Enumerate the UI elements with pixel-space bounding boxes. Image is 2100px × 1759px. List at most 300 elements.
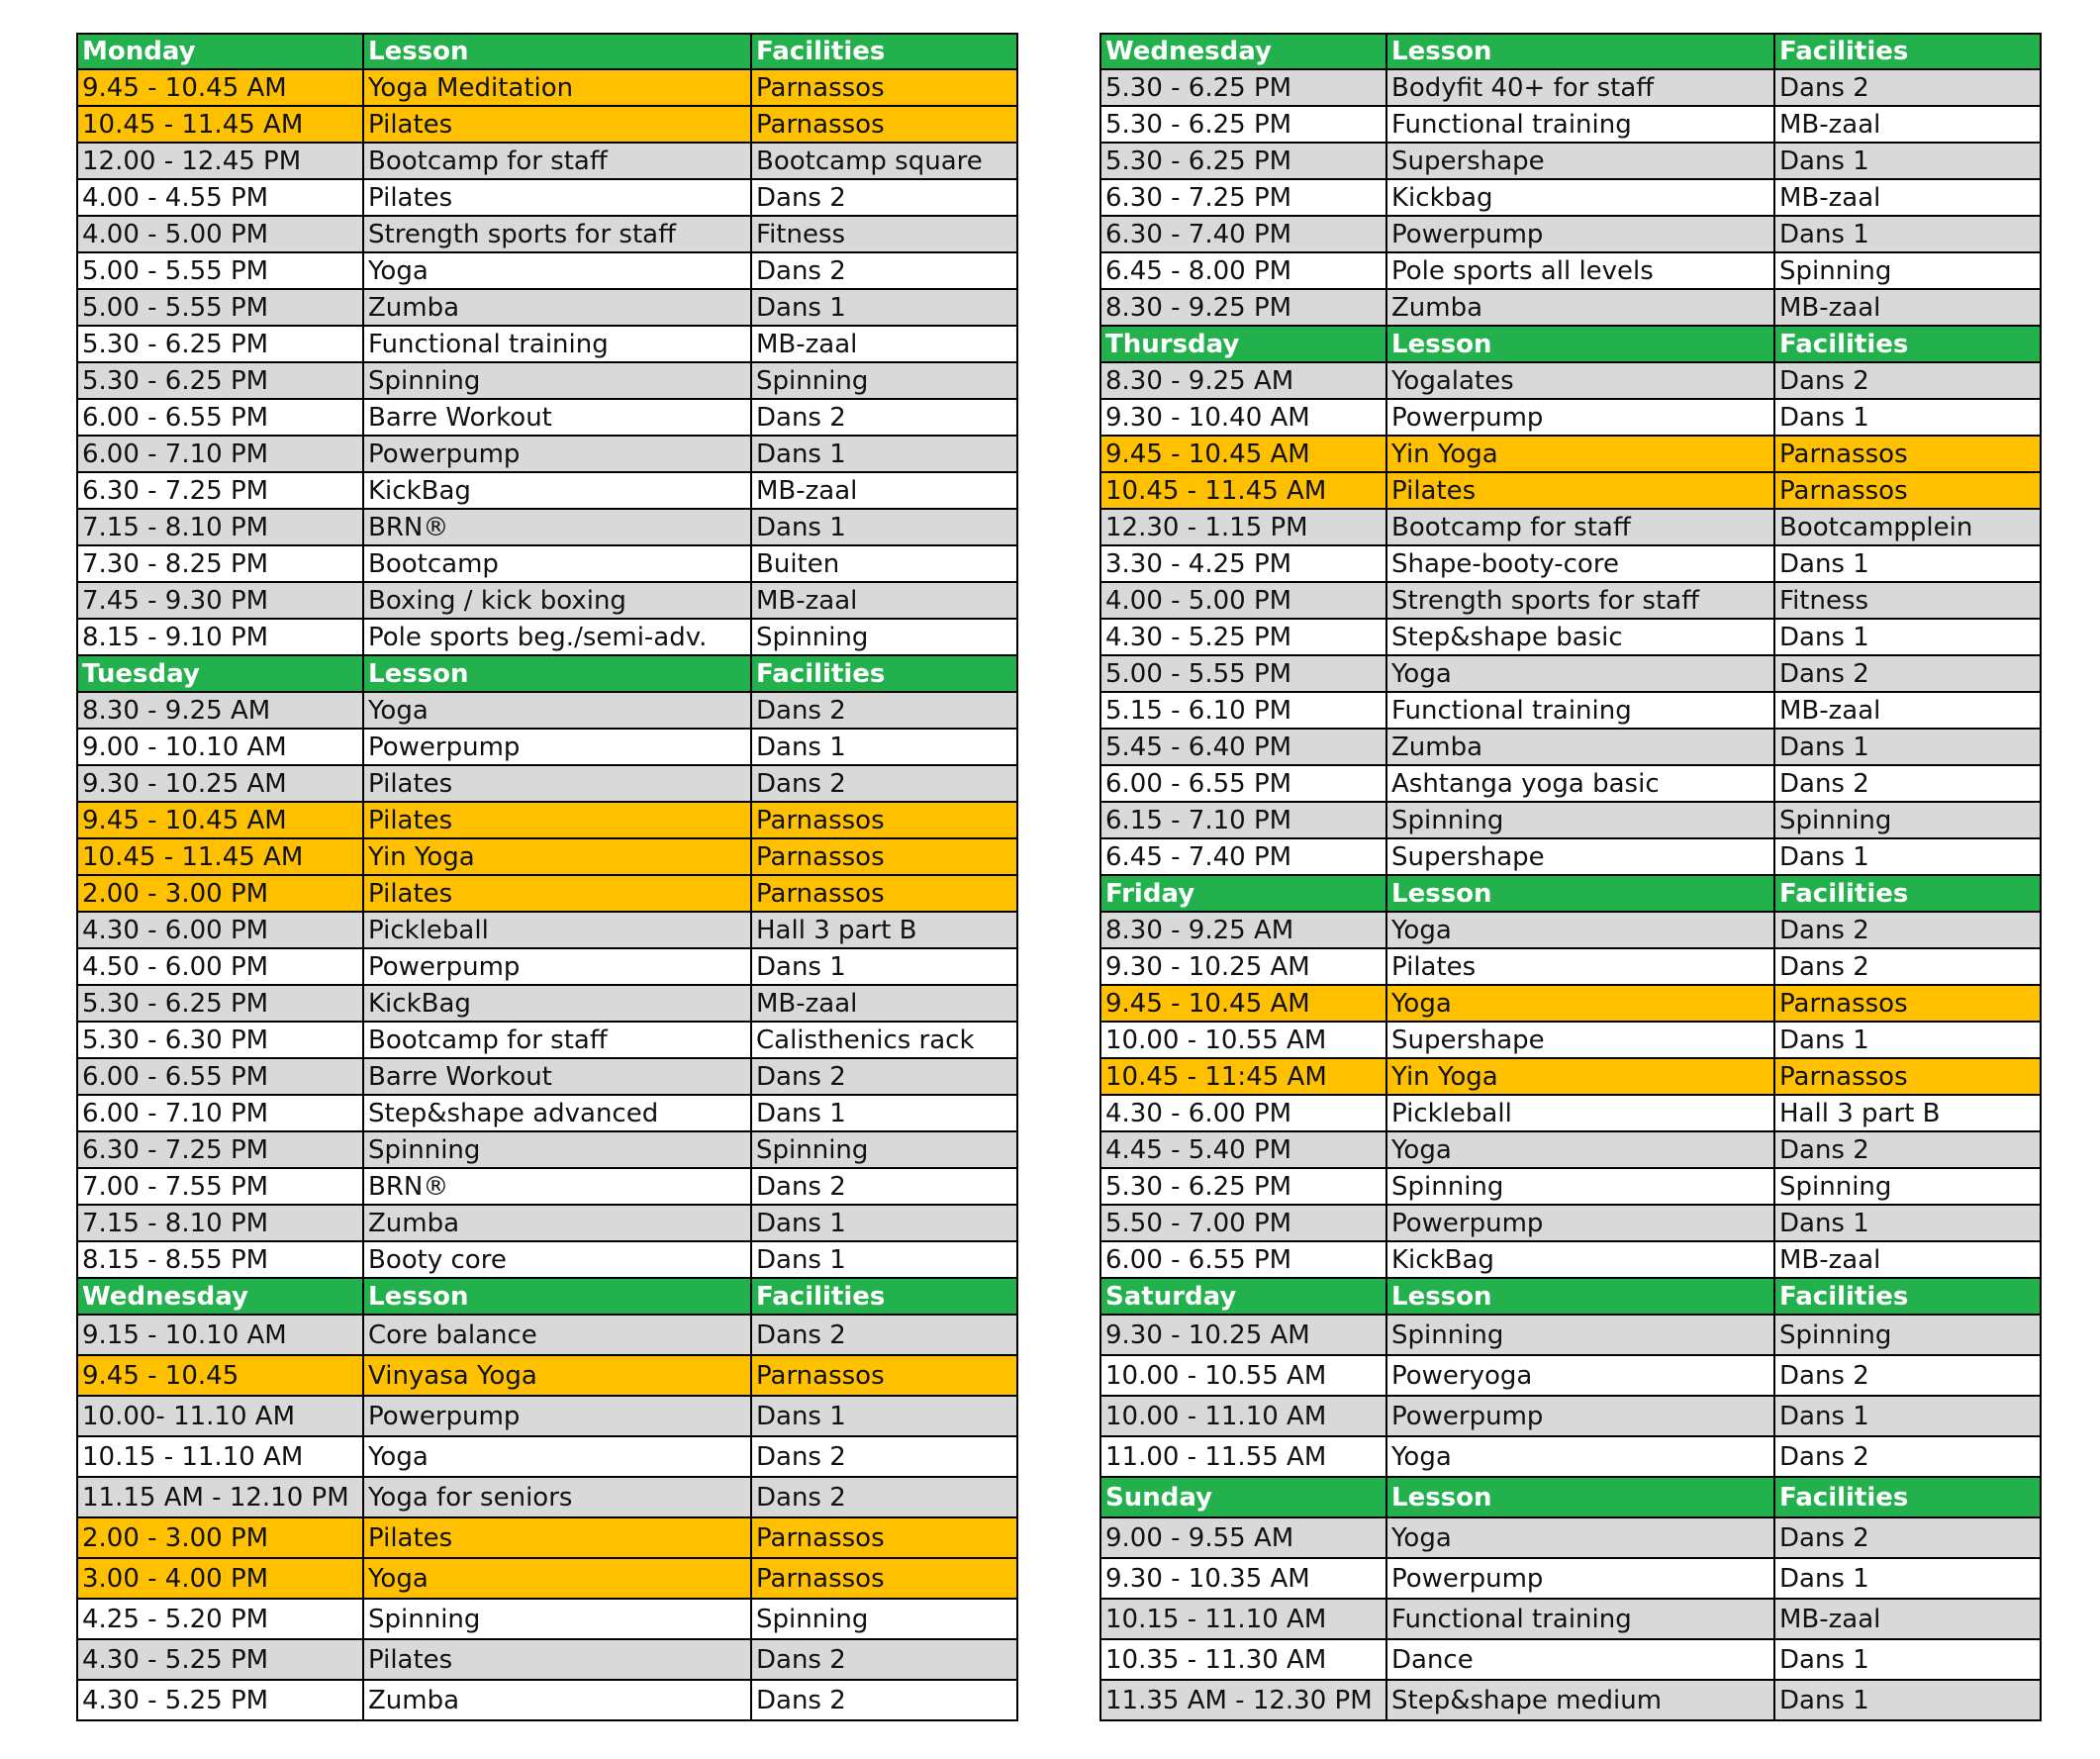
- table-row: [77, 69, 1017, 106]
- time-cell: 5.30 - 6.25 PM: [77, 985, 363, 1022]
- table-row: [1100, 436, 2041, 472]
- lesson-cell: Pickleball: [363, 912, 751, 948]
- facility-cell: Dans 1: [1774, 143, 2041, 179]
- facility-cell: MB-zaal: [1774, 1241, 2041, 1278]
- time-cell: 5.50 - 7.00 PM: [1100, 1205, 1386, 1241]
- lesson-cell: Zumba: [363, 1205, 751, 1241]
- table-row: [77, 472, 1017, 509]
- lesson-cell: Step&shape advanced: [363, 1095, 751, 1131]
- facility-cell: Parnassos: [751, 875, 1017, 912]
- lesson-cell: Powerpump: [1386, 216, 1774, 252]
- facility-cell: Spinning: [751, 362, 1017, 399]
- table-row: [1100, 399, 2041, 436]
- lesson-cell: Powerpump: [1386, 1205, 1774, 1241]
- table-row: [1100, 472, 2041, 509]
- facility-cell: Dans 1: [1774, 1639, 2041, 1680]
- time-cell: 6.00 - 7.10 PM: [77, 436, 363, 472]
- facility-cell: Dans 1: [1774, 216, 2041, 252]
- lesson-cell: KickBag: [363, 472, 751, 509]
- facility-cell: Dans 2: [751, 1477, 1017, 1517]
- lesson-cell: Shape-booty-core: [1386, 545, 1774, 582]
- lesson-cell: Pole sports beg./semi-adv.: [363, 619, 751, 655]
- lesson-cell: Dance: [1386, 1639, 1774, 1680]
- time-cell: 6.00 - 6.55 PM: [1100, 1241, 1386, 1278]
- lesson-cell: Powerpump: [1386, 1396, 1774, 1436]
- lesson-cell: Pilates: [1386, 472, 1774, 509]
- table-row: [77, 948, 1017, 985]
- table-row: [77, 216, 1017, 252]
- facility-cell: Dans 2: [751, 1436, 1017, 1477]
- day-name: Tuesday: [77, 655, 363, 692]
- lesson-cell: Bootcamp for staff: [1386, 509, 1774, 545]
- table-row: [77, 545, 1017, 582]
- facility-cell: Dans 1: [751, 509, 1017, 545]
- facilities-column-header: Facilities: [1774, 1278, 2041, 1315]
- facility-cell: Parnassos: [751, 1517, 1017, 1558]
- lesson-cell: Pilates: [363, 1517, 751, 1558]
- facility-cell: Parnassos: [1774, 1058, 2041, 1095]
- time-cell: 2.00 - 3.00 PM: [77, 1517, 363, 1558]
- table-row: [77, 106, 1017, 143]
- facility-cell: Dans 2: [751, 179, 1017, 216]
- table-row: [77, 765, 1017, 802]
- lesson-cell: Poweryoga: [1386, 1355, 1774, 1396]
- facility-cell: MB-zaal: [751, 472, 1017, 509]
- lesson-cell: Pilates: [363, 875, 751, 912]
- table-row: [77, 289, 1017, 326]
- facility-cell: Dans 1: [751, 289, 1017, 326]
- table-row: [1100, 216, 2041, 252]
- facility-cell: Dans 2: [1774, 1517, 2041, 1558]
- table-row: [1100, 619, 2041, 655]
- lesson-cell: Pole sports all levels: [1386, 252, 1774, 289]
- table-row: [77, 143, 1017, 179]
- lesson-cell: Powerpump: [363, 948, 751, 985]
- lesson-cell: KickBag: [363, 985, 751, 1022]
- facilities-column-header: Facilities: [1774, 875, 2041, 912]
- facility-cell: Parnassos: [751, 1355, 1017, 1396]
- lesson-cell: Bodyfit 40+ for staff: [1386, 69, 1774, 106]
- time-cell: 10.45 - 11.45 AM: [77, 838, 363, 875]
- lesson-cell: Yoga: [1386, 655, 1774, 692]
- time-cell: 10.15 - 11.10 AM: [1100, 1599, 1386, 1639]
- lesson-cell: KickBag: [1386, 1241, 1774, 1278]
- time-cell: 12.30 - 1.15 PM: [1100, 509, 1386, 545]
- time-cell: 10.00 - 10.55 AM: [1100, 1355, 1386, 1396]
- lesson-cell: Functional training: [1386, 106, 1774, 143]
- facility-cell: Parnassos: [751, 106, 1017, 143]
- lesson-cell: Strength sports for staff: [1386, 582, 1774, 619]
- lesson-cell: Pickleball: [1386, 1095, 1774, 1131]
- time-cell: 4.00 - 4.55 PM: [77, 179, 363, 216]
- lesson-cell: Pilates: [1386, 948, 1774, 985]
- lesson-cell: Yoga: [363, 1558, 751, 1599]
- day-name: Wednesday: [1100, 34, 1386, 69]
- facility-cell: Spinning: [751, 1131, 1017, 1168]
- facility-cell: Dans 1: [1774, 1396, 2041, 1436]
- facilities-column-header: Facilities: [751, 1278, 1017, 1315]
- facility-cell: Dans 2: [751, 765, 1017, 802]
- lesson-cell: Bootcamp for staff: [363, 1022, 751, 1058]
- time-cell: 7.15 - 8.10 PM: [77, 509, 363, 545]
- table-row: [1100, 1058, 2041, 1095]
- facility-cell: Dans 1: [751, 948, 1017, 985]
- table-row: [1100, 912, 2041, 948]
- lesson-cell: Yoga Meditation: [363, 69, 751, 106]
- lesson-cell: Zumba: [1386, 289, 1774, 326]
- lesson-column-header: Lesson: [1386, 34, 1774, 69]
- lesson-cell: Functional training: [1386, 1599, 1774, 1639]
- day-header-row: [77, 34, 1017, 69]
- time-cell: 4.00 - 5.00 PM: [1100, 582, 1386, 619]
- table-row: [77, 1131, 1017, 1168]
- time-cell: 5.30 - 6.25 PM: [77, 326, 363, 362]
- table-row: [1100, 289, 2041, 326]
- day-name: Thursday: [1100, 326, 1386, 362]
- time-cell: 9.30 - 10.40 AM: [1100, 399, 1386, 436]
- table-row: [77, 326, 1017, 362]
- lesson-cell: Powerpump: [363, 1396, 751, 1436]
- table-row: [1100, 948, 2041, 985]
- time-cell: 6.00 - 6.55 PM: [77, 399, 363, 436]
- time-cell: 9.15 - 10.10 AM: [77, 1315, 363, 1355]
- table-row: [1100, 252, 2041, 289]
- facility-cell: Dans 1: [1774, 1558, 2041, 1599]
- table-row: [1100, 765, 2041, 802]
- time-cell: 4.45 - 5.40 PM: [1100, 1131, 1386, 1168]
- lesson-cell: Yin Yoga: [1386, 1058, 1774, 1095]
- lesson-cell: BRN®: [363, 1168, 751, 1205]
- facilities-column-header: Facilities: [1774, 1477, 2041, 1517]
- table-row: [1100, 179, 2041, 216]
- table-row: [1100, 69, 2041, 106]
- facility-cell: Dans 2: [1774, 765, 2041, 802]
- facility-cell: MB-zaal: [1774, 1599, 2041, 1639]
- lesson-cell: Functional training: [363, 326, 751, 362]
- table-row: [1100, 1131, 2041, 1168]
- facility-cell: Dans 1: [1774, 619, 2041, 655]
- time-cell: 6.00 - 6.55 PM: [1100, 765, 1386, 802]
- day-name: Saturday: [1100, 1278, 1386, 1315]
- table-row: [77, 692, 1017, 729]
- lesson-cell: BRN®: [363, 509, 751, 545]
- facility-cell: Dans 1: [1774, 729, 2041, 765]
- schedule-table-left: [76, 33, 1018, 1721]
- table-row: [77, 1517, 1017, 1558]
- facility-cell: MB-zaal: [1774, 289, 2041, 326]
- facility-cell: Dans 2: [751, 692, 1017, 729]
- facility-cell: Hall 3 part B: [1774, 1095, 2041, 1131]
- time-cell: 7.30 - 8.25 PM: [77, 545, 363, 582]
- facility-cell: Dans 2: [1774, 362, 2041, 399]
- lesson-cell: Spinning: [363, 1131, 751, 1168]
- table-row: [77, 1168, 1017, 1205]
- table-row: [77, 802, 1017, 838]
- lesson-cell: Yoga: [1386, 985, 1774, 1022]
- facility-cell: Parnassos: [751, 838, 1017, 875]
- time-cell: 5.45 - 6.40 PM: [1100, 729, 1386, 765]
- table-row: [77, 1639, 1017, 1680]
- time-cell: 8.30 - 9.25 PM: [1100, 289, 1386, 326]
- time-cell: 9.30 - 10.25 AM: [1100, 1315, 1386, 1355]
- lesson-cell: Yogalates: [1386, 362, 1774, 399]
- lesson-cell: Powerpump: [1386, 399, 1774, 436]
- table-row: [1100, 1205, 2041, 1241]
- lesson-column-header: Lesson: [363, 655, 751, 692]
- facilities-column-header: Facilities: [1774, 326, 2041, 362]
- lesson-cell: Zumba: [363, 1680, 751, 1720]
- facility-cell: Parnassos: [1774, 436, 2041, 472]
- lesson-cell: Pilates: [363, 179, 751, 216]
- table-row: [77, 509, 1017, 545]
- table-row: [1100, 1558, 2041, 1599]
- time-cell: 10.00 - 10.55 AM: [1100, 1022, 1386, 1058]
- lesson-cell: Bootcamp for staff: [363, 143, 751, 179]
- lesson-cell: Zumba: [1386, 729, 1774, 765]
- table-row: [1100, 1517, 2041, 1558]
- time-cell: 5.00 - 5.55 PM: [77, 252, 363, 289]
- time-cell: 5.30 - 6.25 PM: [1100, 106, 1386, 143]
- time-cell: 10.00 - 11.10 AM: [1100, 1396, 1386, 1436]
- facility-cell: Buiten: [751, 545, 1017, 582]
- table-row: [1100, 1639, 2041, 1680]
- table-row: [77, 436, 1017, 472]
- time-cell: 4.00 - 5.00 PM: [77, 216, 363, 252]
- day-header-row: [77, 1278, 1017, 1315]
- facility-cell: MB-zaal: [751, 582, 1017, 619]
- lesson-cell: Powerpump: [363, 436, 751, 472]
- time-cell: 6.00 - 7.10 PM: [77, 1095, 363, 1131]
- facility-cell: Dans 2: [1774, 948, 2041, 985]
- time-cell: 6.45 - 7.40 PM: [1100, 838, 1386, 875]
- facility-cell: Spinning: [1774, 1168, 2041, 1205]
- day-header-row: [1100, 326, 2041, 362]
- time-cell: 10.35 - 11.30 AM: [1100, 1639, 1386, 1680]
- table-row: [77, 1477, 1017, 1517]
- facility-cell: Dans 1: [1774, 399, 2041, 436]
- lesson-cell: Yoga: [1386, 1436, 1774, 1477]
- time-cell: 5.30 - 6.25 PM: [1100, 1168, 1386, 1205]
- time-cell: 8.15 - 9.10 PM: [77, 619, 363, 655]
- time-cell: 4.50 - 6.00 PM: [77, 948, 363, 985]
- time-cell: 5.00 - 5.55 PM: [77, 289, 363, 326]
- facility-cell: Spinning: [751, 619, 1017, 655]
- lesson-cell: Spinning: [1386, 802, 1774, 838]
- table-row: [1100, 582, 2041, 619]
- day-header-row: [77, 655, 1017, 692]
- time-cell: 10.45 - 11.45 AM: [77, 106, 363, 143]
- time-cell: 5.30 - 6.25 PM: [1100, 69, 1386, 106]
- time-cell: 4.30 - 6.00 PM: [1100, 1095, 1386, 1131]
- facility-cell: Dans 1: [1774, 1205, 2041, 1241]
- time-cell: 11.00 - 11.55 AM: [1100, 1436, 1386, 1477]
- table-row: [1100, 838, 2041, 875]
- facility-cell: Dans 2: [751, 1680, 1017, 1720]
- lesson-column-header: Lesson: [1386, 326, 1774, 362]
- facility-cell: Dans 1: [1774, 838, 2041, 875]
- facility-cell: Dans 1: [751, 1205, 1017, 1241]
- facility-cell: Dans 2: [1774, 912, 2041, 948]
- time-cell: 5.15 - 6.10 PM: [1100, 692, 1386, 729]
- table-row: [1100, 1396, 2041, 1436]
- facilities-column-header: Facilities: [1774, 34, 2041, 69]
- time-cell: 6.30 - 7.25 PM: [77, 472, 363, 509]
- time-cell: 9.45 - 10.45: [77, 1355, 363, 1396]
- time-cell: 6.45 - 8.00 PM: [1100, 252, 1386, 289]
- lesson-cell: Booty core: [363, 1241, 751, 1278]
- time-cell: 6.00 - 6.55 PM: [77, 1058, 363, 1095]
- lesson-cell: Yoga for seniors: [363, 1477, 751, 1517]
- time-cell: 7.00 - 7.55 PM: [77, 1168, 363, 1205]
- lesson-column-header: Lesson: [1386, 1278, 1774, 1315]
- table-row: [1100, 1436, 2041, 1477]
- table-row: [1100, 985, 2041, 1022]
- time-cell: 12.00 - 12.45 PM: [77, 143, 363, 179]
- lesson-cell: Pilates: [363, 765, 751, 802]
- day-header-row: [1100, 34, 2041, 69]
- facility-cell: Fitness: [751, 216, 1017, 252]
- table-row: [1100, 1241, 2041, 1278]
- time-cell: 4.30 - 5.25 PM: [77, 1680, 363, 1720]
- facility-cell: Fitness: [1774, 582, 2041, 619]
- table-row: [77, 619, 1017, 655]
- table-row: [1100, 729, 2041, 765]
- schedule-table-right: [1099, 33, 2042, 1721]
- table-row: [77, 362, 1017, 399]
- lesson-cell: Vinyasa Yoga: [363, 1355, 751, 1396]
- facility-cell: Bootcampplein: [1774, 509, 2041, 545]
- facilities-column-header: Facilities: [751, 655, 1017, 692]
- time-cell: 9.45 - 10.45 AM: [1100, 436, 1386, 472]
- table-row: [77, 985, 1017, 1022]
- lesson-cell: Pilates: [363, 1639, 751, 1680]
- time-cell: 10.45 - 11:45 AM: [1100, 1058, 1386, 1095]
- facility-cell: Spinning: [751, 1599, 1017, 1639]
- time-cell: 6.15 - 7.10 PM: [1100, 802, 1386, 838]
- lesson-cell: Step&shape basic: [1386, 619, 1774, 655]
- lesson-cell: Spinning: [363, 1599, 751, 1639]
- lesson-cell: Step&shape medium: [1386, 1680, 1774, 1720]
- table-row: [1100, 143, 2041, 179]
- facility-cell: Dans 2: [1774, 1436, 2041, 1477]
- facility-cell: Spinning: [1774, 1315, 2041, 1355]
- table-row: [77, 1599, 1017, 1639]
- lesson-cell: Yoga: [363, 252, 751, 289]
- facility-cell: Parnassos: [1774, 472, 2041, 509]
- lesson-cell: Yoga: [363, 692, 751, 729]
- facility-cell: Spinning: [1774, 802, 2041, 838]
- table-row: [77, 729, 1017, 765]
- time-cell: 3.30 - 4.25 PM: [1100, 545, 1386, 582]
- lesson-column-header: Lesson: [1386, 1477, 1774, 1517]
- day-header-row: [1100, 1278, 2041, 1315]
- facility-cell: MB-zaal: [1774, 692, 2041, 729]
- lesson-cell: Barre Workout: [363, 1058, 751, 1095]
- lesson-cell: Yoga: [363, 1436, 751, 1477]
- facility-cell: Spinning: [1774, 252, 2041, 289]
- lesson-cell: Kickbag: [1386, 179, 1774, 216]
- time-cell: 8.15 - 8.55 PM: [77, 1241, 363, 1278]
- lesson-cell: Functional training: [1386, 692, 1774, 729]
- day-header-row: [1100, 1477, 2041, 1517]
- time-cell: 5.30 - 6.30 PM: [77, 1022, 363, 1058]
- table-row: [77, 1205, 1017, 1241]
- time-cell: 11.15 AM - 12.10 PM: [77, 1477, 363, 1517]
- time-cell: 11.35 AM - 12.30 PM: [1100, 1680, 1386, 1720]
- time-cell: 4.30 - 6.00 PM: [77, 912, 363, 948]
- time-cell: 8.30 - 9.25 AM: [1100, 912, 1386, 948]
- lesson-cell: Powerpump: [363, 729, 751, 765]
- table-row: [77, 838, 1017, 875]
- table-row: [77, 1355, 1017, 1396]
- table-row: [1100, 1022, 2041, 1058]
- lesson-cell: Supershape: [1386, 838, 1774, 875]
- facility-cell: Dans 1: [1774, 1022, 2041, 1058]
- facility-cell: Dans 2: [751, 1639, 1017, 1680]
- facility-cell: Dans 1: [1774, 1680, 2041, 1720]
- time-cell: 9.00 - 9.55 AM: [1100, 1517, 1386, 1558]
- time-cell: 10.00- 11.10 AM: [77, 1396, 363, 1436]
- facility-cell: Dans 2: [751, 252, 1017, 289]
- facility-cell: Dans 2: [751, 1315, 1017, 1355]
- day-name: Sunday: [1100, 1477, 1386, 1517]
- lesson-column-header: Lesson: [1386, 875, 1774, 912]
- facility-cell: Bootcamp square: [751, 143, 1017, 179]
- time-cell: 5.30 - 6.25 PM: [77, 362, 363, 399]
- table-row: [1100, 1599, 2041, 1639]
- table-row: [77, 1436, 1017, 1477]
- facility-cell: Dans 2: [1774, 1131, 2041, 1168]
- facility-cell: Dans 2: [751, 399, 1017, 436]
- table-row: [77, 1095, 1017, 1131]
- lesson-cell: Zumba: [363, 289, 751, 326]
- time-cell: 8.30 - 9.25 AM: [1100, 362, 1386, 399]
- lesson-cell: Supershape: [1386, 1022, 1774, 1058]
- time-cell: 4.30 - 5.25 PM: [1100, 619, 1386, 655]
- time-cell: 5.30 - 6.25 PM: [1100, 143, 1386, 179]
- time-cell: 6.30 - 7.25 PM: [77, 1131, 363, 1168]
- facility-cell: Dans 1: [751, 1241, 1017, 1278]
- facility-cell: Parnassos: [751, 69, 1017, 106]
- lesson-cell: Yin Yoga: [1386, 436, 1774, 472]
- table-row: [77, 1315, 1017, 1355]
- time-cell: 9.30 - 10.25 AM: [1100, 948, 1386, 985]
- lesson-cell: Yoga: [1386, 912, 1774, 948]
- facility-cell: Hall 3 part B: [751, 912, 1017, 948]
- lesson-cell: Spinning: [1386, 1315, 1774, 1355]
- lesson-cell: Yoga: [1386, 1517, 1774, 1558]
- facility-cell: Parnassos: [1774, 985, 2041, 1022]
- time-cell: 6.30 - 7.40 PM: [1100, 216, 1386, 252]
- time-cell: 8.30 - 9.25 AM: [77, 692, 363, 729]
- facility-cell: Calisthenics rack: [751, 1022, 1017, 1058]
- time-cell: 4.25 - 5.20 PM: [77, 1599, 363, 1639]
- time-cell: 9.30 - 10.35 AM: [1100, 1558, 1386, 1599]
- lesson-cell: Yin Yoga: [363, 838, 751, 875]
- time-cell: 5.00 - 5.55 PM: [1100, 655, 1386, 692]
- table-row: [77, 582, 1017, 619]
- facility-cell: MB-zaal: [751, 985, 1017, 1022]
- lesson-cell: Supershape: [1386, 143, 1774, 179]
- table-row: [1100, 362, 2041, 399]
- table-row: [1100, 106, 2041, 143]
- table-row: [77, 1241, 1017, 1278]
- day-header-row: [1100, 875, 2041, 912]
- lesson-cell: Spinning: [363, 362, 751, 399]
- facility-cell: MB-zaal: [751, 326, 1017, 362]
- day-name: Monday: [77, 34, 363, 69]
- table-row: [1100, 545, 2041, 582]
